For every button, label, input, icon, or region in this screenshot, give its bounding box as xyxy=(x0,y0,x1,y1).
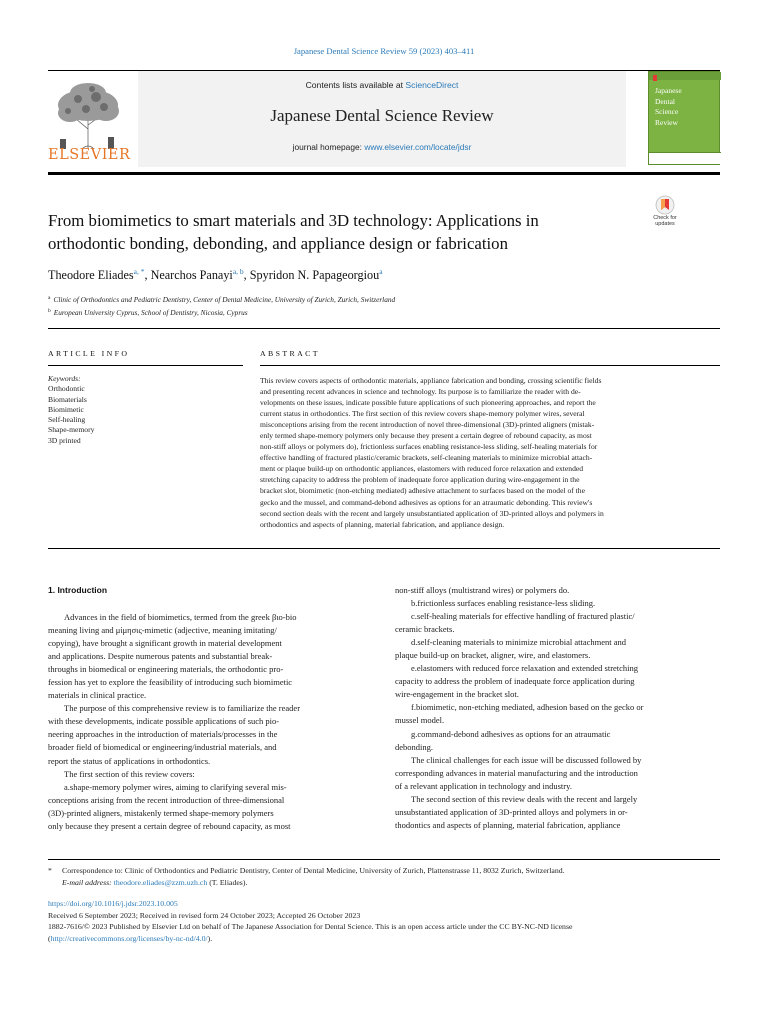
abstract-line: effective handling of fractured plastic/ceramic brackets, self-cleaning materials to minimize microbial attach- xyxy=(260,453,593,463)
email-label: E-mail address: xyxy=(62,877,112,887)
body-text-line: The clinical challenges for each issue will be discussed followed by xyxy=(411,754,642,765)
abstract-line: stretching capacity to address the problem of inadequate force application during wire-engagement in the xyxy=(260,475,580,485)
affiliation-mark: b xyxy=(48,307,51,314)
intro-right-column xyxy=(395,584,720,832)
publication-metadata xyxy=(48,898,720,944)
body-text-line: The first section of this review covers: xyxy=(64,768,195,779)
article-title xyxy=(48,209,628,255)
abstract-line: ment or plaque build-up on orthodontic appliances, elastomers with reduced force relaxation and extended xyxy=(260,464,584,474)
cover-bottom-band xyxy=(649,152,721,164)
body-text-line: ceramic brackets. xyxy=(395,624,455,635)
paren-open: ( xyxy=(48,933,51,943)
cover-top-band xyxy=(649,72,721,80)
body-text-line: thodontics and aspects of planning, material fabrication, appliance xyxy=(395,819,621,830)
body-text-line: only because they present a certain degree of rebound capacity, as most xyxy=(48,820,291,831)
homepage-prefix: journal homepage: xyxy=(292,142,365,152)
check-updates-icon xyxy=(648,195,682,215)
journal-masthead xyxy=(48,70,720,170)
body-text-line: and applications. Despite numerous patents and substantial break- xyxy=(48,651,273,662)
keyword-item: Orthodontic xyxy=(48,384,85,394)
affiliation-text: European University Cyprus, School of Dentistry, Nicosia, Cyprus xyxy=(53,307,248,317)
cover-line: Dental xyxy=(655,96,675,106)
correspondence-text: Correspondence to: Clinic of Orthodontics and Pediatric Dentistry, Center of Dental Medicine, University of Zurich, Plattenstrasse 11, 8032 Zurich, Switzerland. xyxy=(62,866,565,875)
affiliations-divider xyxy=(48,328,720,329)
correspondence-footnote xyxy=(48,865,720,888)
license-link-line xyxy=(48,933,720,945)
author-name[interactable]: Spyridon N. Papageorgiou xyxy=(249,268,380,282)
doi-link[interactable]: https://doi.org/10.1016/j.jdsr.2023.10.005 xyxy=(48,899,178,908)
body-text-line: mussel model. xyxy=(395,715,445,726)
abstract-line: enly termed shape-memory polymers only because they present a certain degree of rebound capacity, as most xyxy=(260,431,592,441)
body-text-line: (3D)-printed aligners, mistakenly termed shape-memory polymers xyxy=(48,807,274,818)
body-text-line: broader field of biomedical or engineering/industrial materials, and xyxy=(48,742,277,753)
abstract-line: This review covers aspects of orthodontic materials, appliance fabrication and bonding, crossing scientific fields xyxy=(260,376,602,385)
sciencedirect-link[interactable]: ScienceDirect xyxy=(405,80,459,90)
email-suffix: (T. Eliades). xyxy=(207,877,248,887)
body-text-line: with these developments, indicate possible applications of such pio- xyxy=(48,716,280,727)
cover-title xyxy=(655,86,682,128)
journal-cover-thumbnail[interactable] xyxy=(648,71,720,165)
body-text-line: throughs in biomedical or engineering materials, the orthodontic pro- xyxy=(48,664,284,675)
contents-line xyxy=(138,71,626,90)
title-line: orthodontic bonding, debonding, and appliance design or fabrication xyxy=(48,234,508,253)
affiliation-mark: a xyxy=(48,295,51,301)
body-text-line: copying), have brought a significant growth in material development xyxy=(48,638,282,649)
body-text-line: e.elastomers with reduced force relaxation and extended stretching xyxy=(411,663,639,674)
check-for-updates-badge[interactable] xyxy=(648,195,682,235)
author-name[interactable]: Theodore Eliades xyxy=(48,268,134,282)
cover-line: Japanese xyxy=(655,86,682,95)
check-updates-label: Check for updates xyxy=(653,215,677,227)
cover-line: Review xyxy=(655,117,678,127)
body-text-line: unsubstantiated application of 3D-printed alloys and polymers in or- xyxy=(395,806,628,817)
footnote-divider xyxy=(48,859,720,860)
body-text-line: non-stiff alloys (multistrand wires) or polymers do. xyxy=(395,585,570,595)
email-link[interactable]: theodore.eliades@zzm.uzh.ch xyxy=(113,877,208,887)
abstract-line: and presenting recent advances in science and technology. Its purpose is to familiarize the reader with de- xyxy=(260,387,581,397)
keyword-item: Biomimetic xyxy=(48,404,84,414)
body-text-line: plaque build-up on bracket, aligner, wire, and elastomers. xyxy=(395,650,591,661)
homepage-line xyxy=(138,142,626,152)
keyword-item: Biomaterials xyxy=(48,394,87,404)
article-info-heading: ARTICLE INFO xyxy=(48,349,130,358)
elsevier-wordmark: ELSEVIER xyxy=(48,147,131,163)
body-text-line: f.biomimetic, non-etching mediated, adhesion based on the gecko or xyxy=(411,702,644,713)
affiliation-item xyxy=(48,293,720,306)
body-text-line: report the status of applications in orthodontics. xyxy=(48,755,211,766)
author-affil-mark[interactable]: a, b xyxy=(232,267,244,276)
affiliation-item xyxy=(48,306,720,319)
body-text-line: debonding. xyxy=(395,741,434,752)
abstract-line: gecko and the mussel, and command-debond adhesives as options for an atraumatic debonding. This review's xyxy=(260,497,593,507)
cover-logo-mark xyxy=(653,75,657,81)
license-link[interactable]: http://creativecommons.org/licenses/by-nc-nd/4.0/ xyxy=(50,933,208,943)
abstract-line: misconceptions arising from the recent introduction of novel three-dimensional (3D)-printed aligners (mistak- xyxy=(260,420,595,430)
keywords-block xyxy=(48,374,243,446)
abstract-body xyxy=(260,375,720,530)
keyword-item: Self-healing xyxy=(48,415,86,425)
author-name[interactable]: Nearchos Panayi xyxy=(150,268,233,282)
body-text-line: fession has yet to explore the feasibility of introducing such biomimetic xyxy=(48,677,293,688)
keyword-item: Shape-memory xyxy=(48,425,95,435)
body-text-line: b.frictionless surfaces enabling resistance-less sliding. xyxy=(411,598,596,609)
body-text-line: capacity to address the problem of inadequate force application during xyxy=(395,676,635,687)
body-text-line: neering approaches in the introduction of materials/processes in the xyxy=(48,729,278,740)
body-text-line: conceptions arising from the recent introduction of three-dimensional xyxy=(48,794,285,805)
intro-left-column xyxy=(48,611,373,833)
abstract-bottom-divider xyxy=(48,548,720,549)
email-line xyxy=(48,877,720,889)
body-text-line: d.self-cleaning materials to minimize microbial attachment and xyxy=(411,637,627,648)
body-text-line: a.shape-memory polymer wires, aiming to clarifying several mis- xyxy=(64,781,287,792)
body-text-line: materials in clinical practice. xyxy=(48,690,147,701)
abstract-line: current status in orthodontics. The first section of this review covers shape-memory polymer wires, several xyxy=(260,409,585,419)
abstract-line: orthodontics and aspects of planning, material fabrication, and appliance design. xyxy=(260,519,505,529)
abstract-line: bracket slot, biomimetic (non-etching mediated) adhesive attachment to surfaces based on the model of the xyxy=(260,486,585,496)
author-affil-mark[interactable]: a xyxy=(379,267,383,276)
footnote-star: * xyxy=(48,866,52,875)
masthead-divider xyxy=(48,172,720,175)
keyword-item: 3D printed xyxy=(48,435,81,445)
article-info-divider xyxy=(48,365,243,366)
journal-reference-link[interactable]: Japanese Dental Science Review 59 (2023) 403–411 xyxy=(293,46,475,56)
body-text-line: The second section of this review deals with the recent and largely xyxy=(411,793,638,804)
body-text-line: c.self-healing materials for effective handling of fractured plastic/ xyxy=(411,611,635,622)
cover-line: Science xyxy=(655,107,679,116)
body-text-line: g.command-debond adhesives as options for an atraumatic xyxy=(411,728,611,739)
body-text-line: wire-engagement in the bracket slot. xyxy=(395,689,519,700)
abstract-line: velopments on these issues, indicate possible future applications of such pioneering approaches, and report the xyxy=(260,398,596,408)
correspondence-line xyxy=(48,865,720,877)
license-text: 1882-7616/© 2023 Published by Elsevier Ltd on behalf of The Japanese Association for Dental Science. This is an open access article under the CC BY-NC-ND license xyxy=(48,922,573,932)
body-text-line: Advances in the field of biomimetics, termed from the greek βιο-bio xyxy=(64,612,297,622)
abstract-divider xyxy=(260,365,720,366)
body-text-line: The purpose of this comprehensive review is to familiarize the reader xyxy=(64,703,301,714)
paren-close: ). xyxy=(207,933,213,943)
body-text-line: of a relevant application in technology and industry. xyxy=(395,780,572,791)
title-line: From biomimetics to smart materials and 3D technology: Applications in xyxy=(48,211,539,230)
section-heading-introduction: 1. Introduction xyxy=(48,585,108,595)
abstract-line: non-stiff alloys or polymers do), frictionless surfaces enabling resistance-less sliding, self-healing materials for xyxy=(260,442,598,452)
abstract-line: second section deals with the recent and largely unsubstantiated application of 3D-printed alloys and polymers in xyxy=(260,508,604,518)
affiliation-text: Clinic of Orthodontics and Pediatric Dentistry, Center of Dental Medicine, University of Zurich, Zurich, Switzerland xyxy=(53,295,396,304)
journal-name: Japanese Dental Science Review xyxy=(270,106,494,125)
masthead-center xyxy=(138,71,626,167)
body-text-line: corresponding advances in material manufacturing and the introduction xyxy=(395,767,638,778)
keywords-label: Keywords: xyxy=(48,374,81,383)
affiliations xyxy=(48,293,720,318)
body-text-line: meaning living and μίμησις-mimetic (adjective, meaning imitating/ xyxy=(48,625,277,636)
author-affil-mark[interactable]: a, * xyxy=(133,267,145,276)
abstract-heading: ABSTRACT xyxy=(260,349,320,358)
contents-prefix: Contents lists available at xyxy=(305,80,406,90)
author-list: Theodore Eliades$^{a, *}$, Nearchos Panayi$^{a, b}$, Spyridon N. Papageorgiou$^a$ xyxy=(48,267,383,282)
received-dates: Received 6 September 2023; Received in revised form 24 October 2023; Accepted 26 October 2023 xyxy=(48,910,361,920)
journal-homepage-link[interactable]: www.elsevier.com/locate/jdsr xyxy=(364,142,472,152)
